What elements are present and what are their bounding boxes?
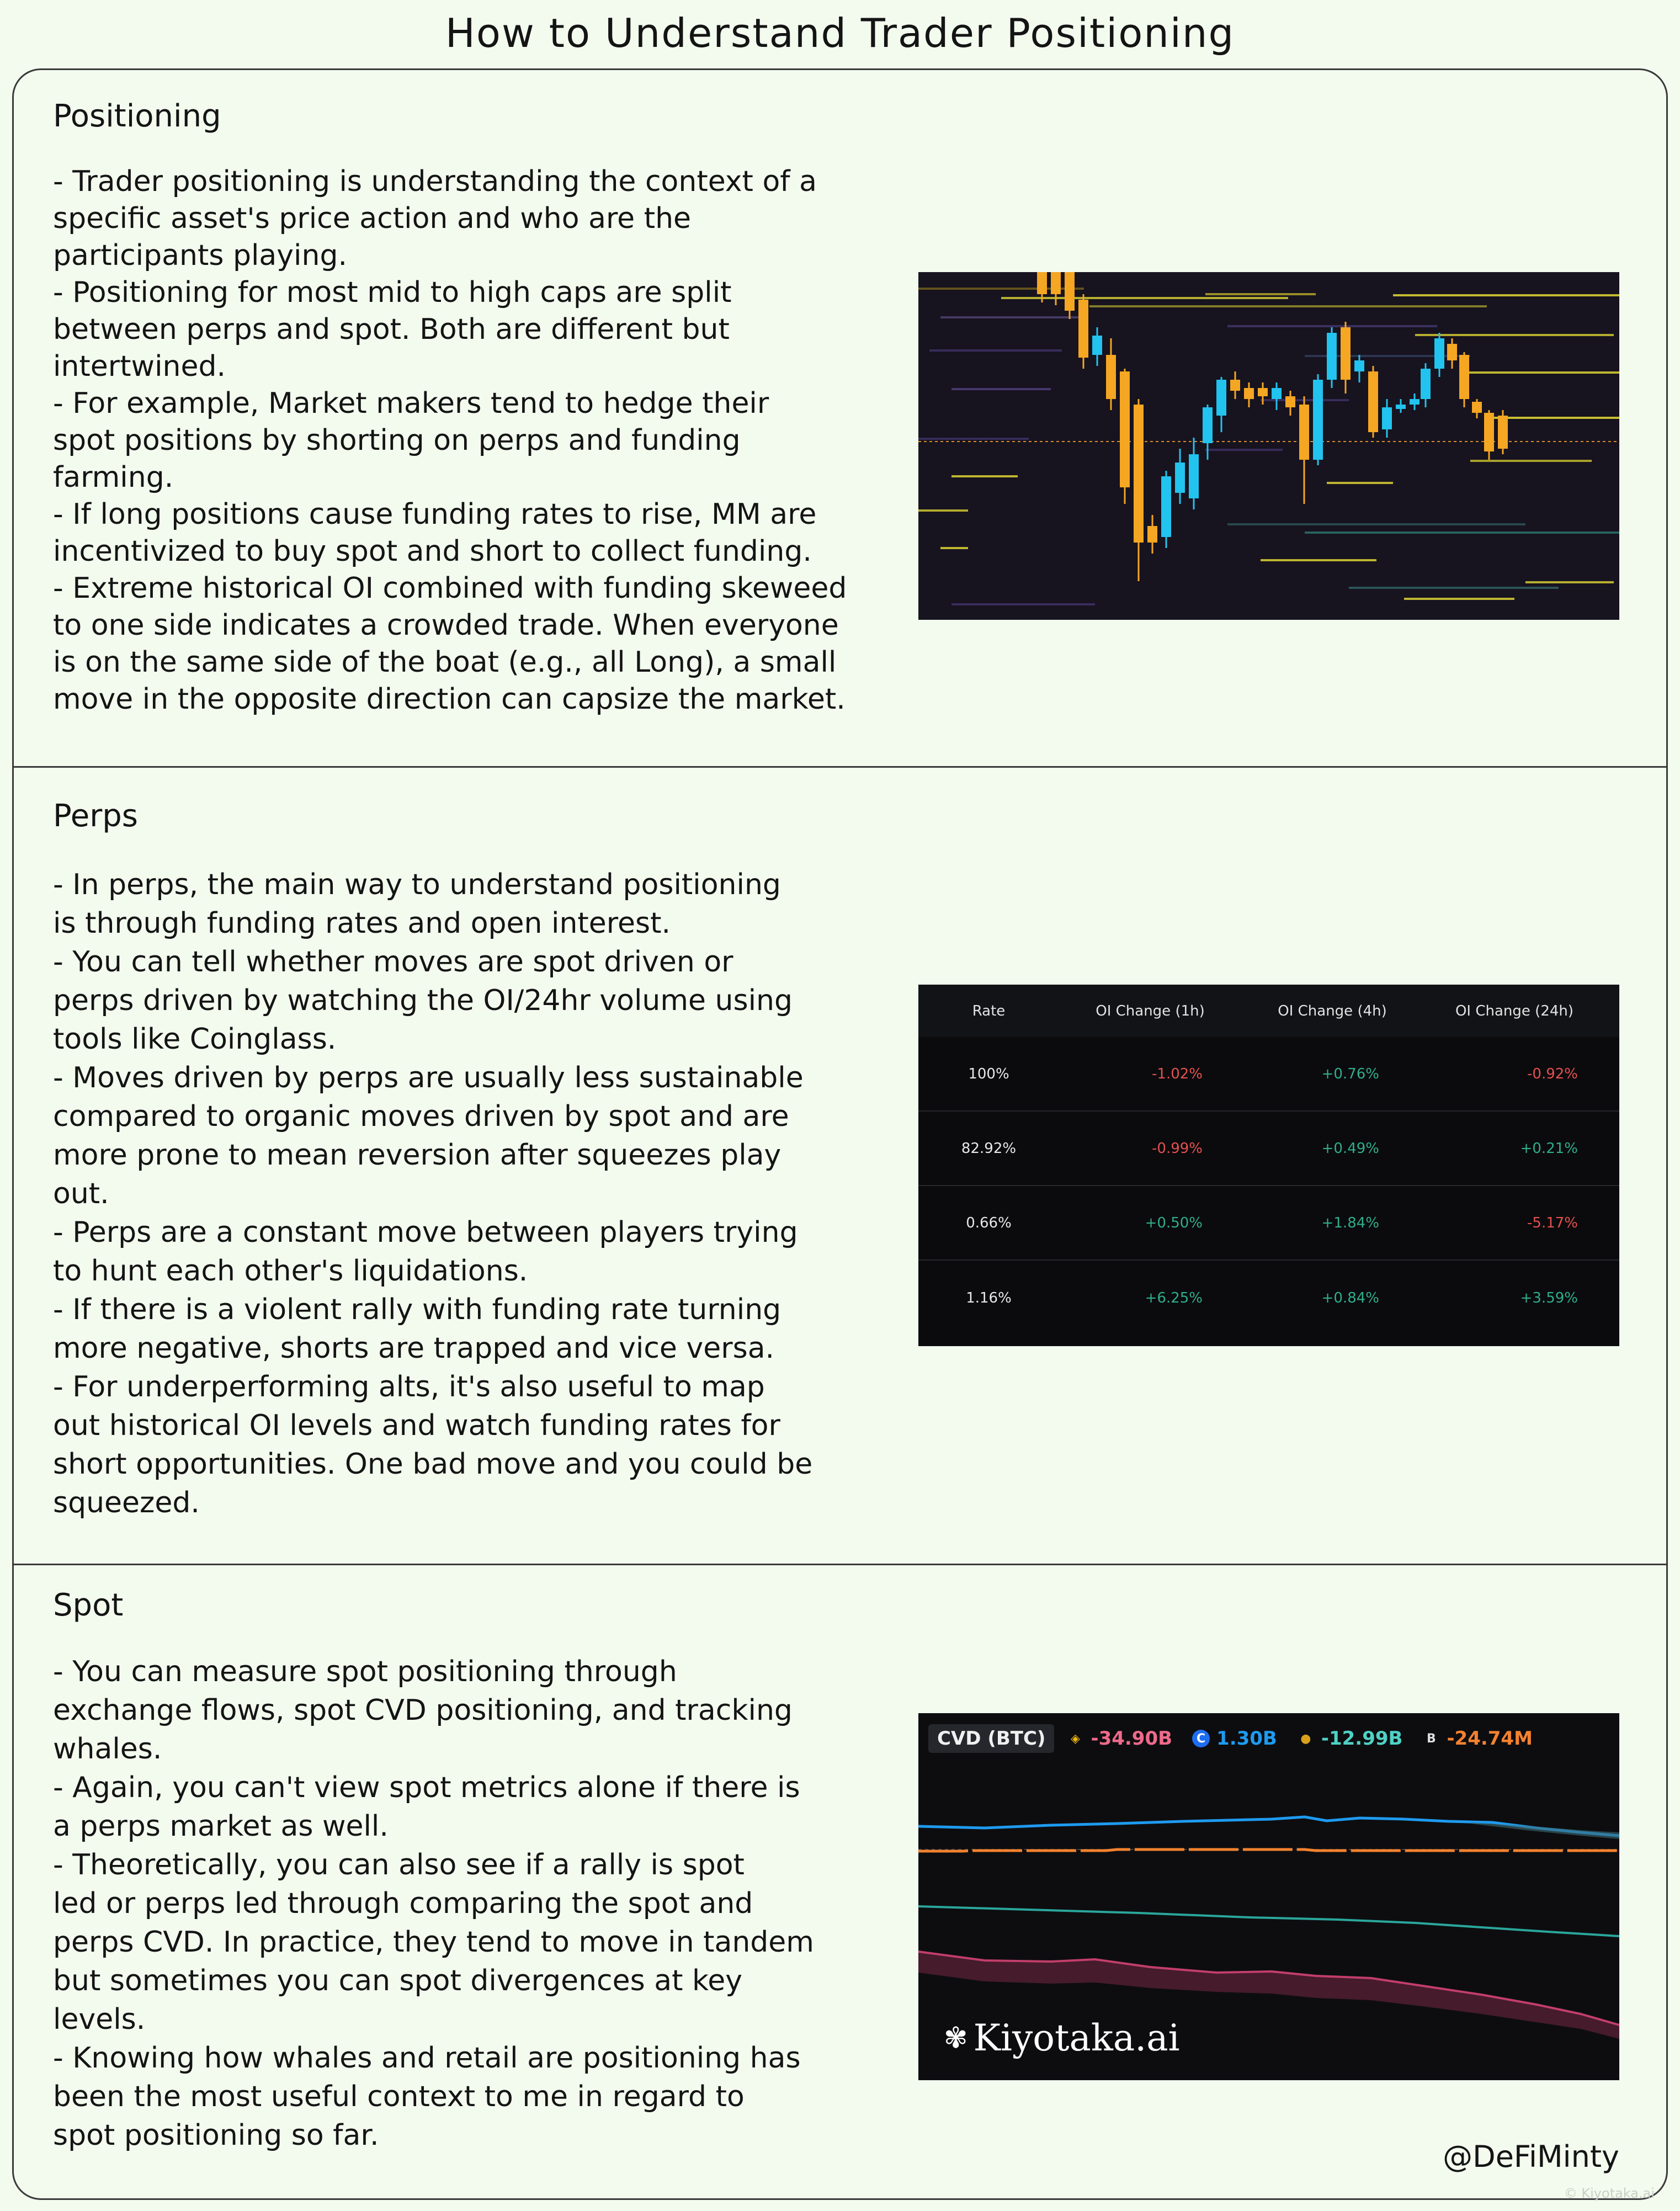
text-line: - Again, you can't view spot metrics alone if there is — [53, 1771, 800, 1804]
rate-cell: 0.66% — [966, 1214, 1012, 1231]
cvd-header — [928, 1723, 1553, 1754]
binance-icon: ◈ — [1071, 1731, 1080, 1746]
text-line: - For underperforming alts, it's also useful to map — [53, 1370, 765, 1404]
liquidation-level-streak — [1327, 482, 1393, 484]
oi-change-cell: +0.76% — [1321, 1065, 1379, 1082]
liquidation-level-streak — [1001, 297, 1288, 299]
text-line: is through funding rates and open interest. — [53, 907, 671, 940]
text-line: spot positions by shorting on perps and funding — [53, 424, 741, 457]
text-line: - Moves driven by perps are usually less sustainable — [53, 1061, 804, 1094]
bybit-icon: B — [1427, 1731, 1436, 1746]
text-line: more negative, shorts are trapped and vice versa. — [53, 1332, 775, 1365]
text-line: between perps and spot. Both are different but — [53, 313, 730, 346]
down-candle — [1120, 371, 1130, 487]
liquidation-level-streak — [1470, 460, 1592, 462]
cvd-bybit-value: -24.74M — [1447, 1728, 1533, 1750]
cvd-binance-value: -34.90B — [1091, 1728, 1173, 1750]
text-line: squeezed. — [53, 1486, 200, 1519]
bybit-cvd-line — [918, 1849, 1619, 1851]
down-candle — [1459, 355, 1469, 399]
page-title: How to Understand Trader Positioning — [445, 10, 1235, 56]
table-header-cell: OI Change (24h) — [1455, 1002, 1574, 1019]
down-candle — [1498, 416, 1508, 449]
cvd-title: CVD (BTC) — [928, 1724, 1054, 1753]
text-line: - Theoretically, you can also see if a rally is spot — [53, 1848, 745, 1882]
oi-change-cell: +0.49% — [1321, 1140, 1379, 1157]
down-candle — [1037, 272, 1047, 294]
down-candle — [1484, 413, 1494, 451]
up-candle — [1175, 463, 1185, 493]
author-handle: @DeFiMinty — [1443, 2139, 1619, 2174]
oi-funding-table — [918, 985, 1619, 1346]
text-line: but sometimes you can spot divergences at key — [53, 1964, 743, 1997]
liquidation-level-streak — [1261, 559, 1376, 561]
liquidation-level-streak — [1404, 598, 1514, 600]
text-line: perps driven by watching the OI/24hr volume using — [53, 984, 793, 1017]
text-line: tools like Coinglass. — [53, 1023, 337, 1056]
text-line: a perps market as well. — [53, 1810, 389, 1843]
down-candle — [1230, 380, 1240, 391]
rate-cell: 1.16% — [966, 1289, 1012, 1306]
liquidation-level-streak — [951, 388, 1051, 390]
rate-cell: 82.92% — [961, 1140, 1017, 1157]
rate-cell: 100% — [968, 1065, 1009, 1082]
text-line: spot positioning so far. — [53, 2119, 379, 2152]
cvd-chart-panel — [918, 1713, 1619, 2080]
liquidation-level-streak — [1205, 293, 1316, 295]
up-candle — [1189, 454, 1199, 498]
liquidation-level-streak — [1459, 371, 1619, 374]
text-line: participants playing. — [53, 239, 347, 272]
up-candle — [1354, 360, 1364, 371]
text-line: incentivized to buy spot and short to collect funding. — [53, 535, 812, 568]
up-candle — [1161, 476, 1171, 537]
liquidation-level-streak — [1393, 294, 1619, 296]
table-header-cell: OI Change (4h) — [1278, 1002, 1387, 1019]
spot-text — [53, 1652, 864, 2155]
coinbase-icon: C — [1192, 1730, 1210, 1747]
liquidation-level-streak — [951, 603, 1095, 605]
down-candle — [1065, 272, 1075, 311]
oi-change-cell: -5.17% — [1527, 1214, 1578, 1231]
text-line: led or perps led through comparing the spot and — [53, 1887, 753, 1920]
liquidation-level-streak — [940, 316, 1084, 318]
oi-change-cell: +3.59% — [1520, 1289, 1578, 1306]
liquidation-level-streak — [918, 509, 968, 512]
cvd-bybit-item — [1422, 1728, 1533, 1750]
table-row — [918, 1261, 1619, 1335]
text-line: exchange flows, spot CVD positioning, and tracking — [53, 1694, 793, 1727]
coin-icon: ● — [1300, 1731, 1311, 1746]
up-candle — [1092, 336, 1102, 355]
text-line: - For example, Market makers tend to hedge their — [53, 387, 769, 420]
cvd-coin-value: -12.99B — [1321, 1728, 1403, 1750]
up-candle — [1203, 407, 1213, 443]
text-line: specific asset's price action and who are the — [53, 202, 692, 235]
perps-text — [53, 865, 864, 1522]
up-candle — [1382, 407, 1392, 429]
text-line: short opportunities. One bad move and you could be — [53, 1448, 813, 1481]
text-line: - If there is a violent rally with funding rate turning — [53, 1293, 781, 1326]
watermark: © Kiyotaka.ai — [1564, 2186, 1655, 2201]
table-header-row — [918, 985, 1619, 1037]
text-line: out historical OI levels and watch funding rates for — [53, 1409, 780, 1442]
coinbase-cvd-band — [1470, 1822, 1619, 1839]
liquidation-level-streak — [1415, 334, 1614, 336]
positioning-heading: Positioning — [53, 98, 221, 134]
text-line: - You can tell whether moves are spot driven or — [53, 945, 733, 979]
table-row — [918, 1037, 1619, 1112]
liquidation-level-streak — [951, 475, 1018, 477]
down-candle — [1078, 300, 1088, 358]
down-candle — [1447, 344, 1457, 360]
text-line: - Positioning for most mid to high caps are split — [53, 276, 732, 309]
oi-change-cell: +0.84% — [1321, 1289, 1379, 1306]
cvd-coin-item — [1297, 1728, 1403, 1750]
text-line: - In perps, the main way to understand positioning — [53, 868, 781, 901]
coin-cvd-line — [918, 1906, 1619, 1936]
perps-heading: Perps — [53, 798, 138, 834]
oi-change-cell: +1.84% — [1321, 1214, 1379, 1231]
liquidation-level-streak — [1089, 305, 1487, 307]
up-candle — [1313, 380, 1323, 460]
liquidation-level-streak — [1305, 532, 1619, 534]
down-candle — [1258, 388, 1268, 396]
text-line: - If long positions cause funding rates to rise, MM are — [53, 498, 817, 531]
table-header-cell: OI Change (1h) — [1096, 1002, 1205, 1019]
text-line: intertwined. — [53, 350, 226, 383]
down-candle — [1368, 371, 1378, 432]
liquidation-level-streak — [1205, 449, 1283, 451]
down-candle — [1106, 355, 1116, 399]
positioning-text — [53, 163, 864, 718]
oi-change-cell: -1.02% — [1152, 1065, 1203, 1082]
oi-change-cell: +6.25% — [1145, 1289, 1203, 1306]
down-candle — [1285, 396, 1295, 407]
down-candle — [1299, 405, 1309, 460]
text-line: more prone to mean reversion after squeezes play — [53, 1139, 781, 1172]
table-row — [918, 1112, 1619, 1186]
text-line: whales. — [53, 1732, 162, 1766]
text-line: compared to organic moves driven by spot and are — [53, 1100, 789, 1133]
table-row — [918, 1186, 1619, 1261]
text-line: farming. — [53, 461, 174, 494]
liquidation-heatmap-candle-chart — [918, 272, 1619, 620]
down-candle — [1472, 402, 1482, 413]
liquidation-level-streak — [918, 438, 1029, 440]
text-line: perps CVD. In practice, they tend to move in tandem — [53, 1926, 814, 1959]
spot-heading: Spot — [53, 1587, 124, 1623]
text-line: been the most useful context to me in regard to — [53, 2080, 745, 2113]
text-line: - Trader positioning is understanding the context of a — [53, 165, 817, 198]
cvd-coinbase-item — [1192, 1728, 1277, 1750]
up-candle — [1396, 405, 1406, 409]
table-header-cell: Rate — [972, 1002, 1006, 1019]
down-candle — [1147, 526, 1157, 543]
candle-chart-svg — [918, 272, 1619, 620]
text-line: to one side indicates a crowded trade. When everyone — [53, 609, 839, 642]
oi-change-cell: -0.99% — [1152, 1140, 1203, 1157]
butterfly-icon: ✾ — [944, 2021, 968, 2055]
oi-change-cell: +0.50% — [1145, 1214, 1203, 1231]
text-line: - You can measure spot positioning through — [53, 1655, 677, 1688]
down-candle — [1244, 388, 1254, 399]
kiyotaka-brand: Kiyotaka.ai — [973, 2017, 1180, 2059]
up-candle — [1421, 369, 1431, 399]
text-line: - Extreme historical OI combined with funding skeweed — [53, 572, 847, 605]
liquidation-level-streak — [1349, 587, 1559, 589]
text-line: - Knowing how whales and retail are positioning has — [53, 2042, 801, 2075]
text-line: to hunt each other's liquidations. — [53, 1255, 528, 1288]
cvd-binance-item — [1066, 1728, 1172, 1750]
up-candle — [1216, 380, 1226, 416]
oi-change-cell: -0.92% — [1527, 1065, 1578, 1082]
text-line: levels. — [53, 2003, 146, 2036]
oi-change-cell: +0.21% — [1520, 1140, 1578, 1157]
kiyotaka-logo — [944, 2017, 1180, 2059]
up-candle — [1272, 388, 1282, 399]
cvd-coinbase-value: 1.30B — [1216, 1728, 1277, 1750]
liquidation-level-streak — [929, 349, 1062, 352]
down-candle — [1051, 272, 1061, 294]
up-candle — [1327, 333, 1337, 380]
down-candle — [1341, 327, 1351, 380]
up-candle — [1410, 399, 1420, 405]
liquidation-level-streak — [1525, 581, 1614, 583]
down-candle — [1134, 405, 1144, 543]
text-line: - Perps are a constant move between players trying — [53, 1216, 798, 1249]
liquidation-level-streak — [1227, 325, 1437, 327]
text-line: is on the same side of the boat (e.g., all Long), a small — [53, 646, 837, 679]
text-line: out. — [53, 1177, 109, 1210]
liquidation-level-streak — [1227, 523, 1525, 525]
section-divider — [12, 766, 1668, 768]
liquidation-level-streak — [940, 547, 968, 549]
up-candle — [1434, 338, 1444, 369]
text-line: move in the opposite direction can capsize the market. — [53, 683, 846, 716]
section-divider — [12, 1564, 1668, 1565]
